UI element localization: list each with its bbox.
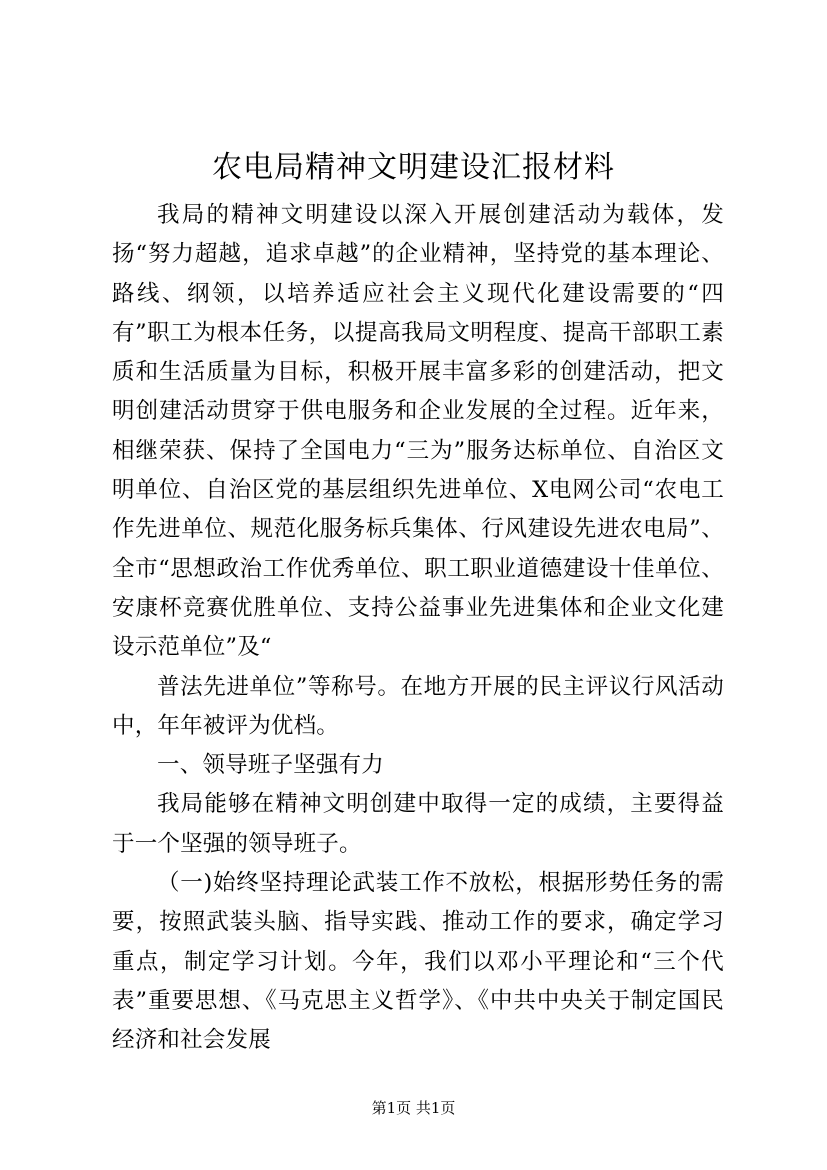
paragraph-honors-continued: 普法先进单位”等称号。在地方开展的民主评议行风活动中，年年被评为优档。 [112, 673, 724, 739]
document-body [112, 196, 724, 1061]
paragraph-leadership-summary: 我局能够在精神文明创建中取得一定的成绩，主要得益于一个坚强的领导班子。 [112, 791, 724, 857]
paragraph-theory-study: （一)始终坚持理论武装工作不放松，根据形势任务的需要，按照武装头脑、指导实践、推动工作的要求，确定学习重点，制定学习计划。今年，我们以邓小平理论和“三个代表”重要思想、《马克思主义哲学》、《中共中央关于制定国民经济和社会发展 [112, 870, 724, 1054]
paragraph-intro: 我局的精神文明建设以深入开展创建活动为载体，发扬“努力超越，追求卓越”的企业精神，坚持党的基本理论、路线、纲领，以培养适应社会主义现代化建设需要的“四有”职工为根本任务，以提高我局文明程度、提高干部职工素质和生活质量为目标，积极开展丰富多彩的创建活动，把文明创建活动贯穿于供电服务和企业发展的全过程。近年来，相继荣获、保持了全国电力“三为”服务达标单位、自治区文明单位、自治区党的基层组织先进单位、X电网公司“农电工作先进单位、规范化服务标兵集体、行风建设先进农电局”、全市“思想政治工作优秀单位、职工职业道德建设十佳单位、安康杯竞赛优胜单位、支持公益事业先进集体和企业文化建设示范单位”及“ [112, 202, 724, 661]
section-heading-leadership: 一、领导班子坚强有力 [157, 752, 385, 779]
document-title: 农电局精神文明建设汇报材料 [212, 150, 615, 185]
page-number-footer: 第1页 共1页 [371, 1099, 456, 1117]
